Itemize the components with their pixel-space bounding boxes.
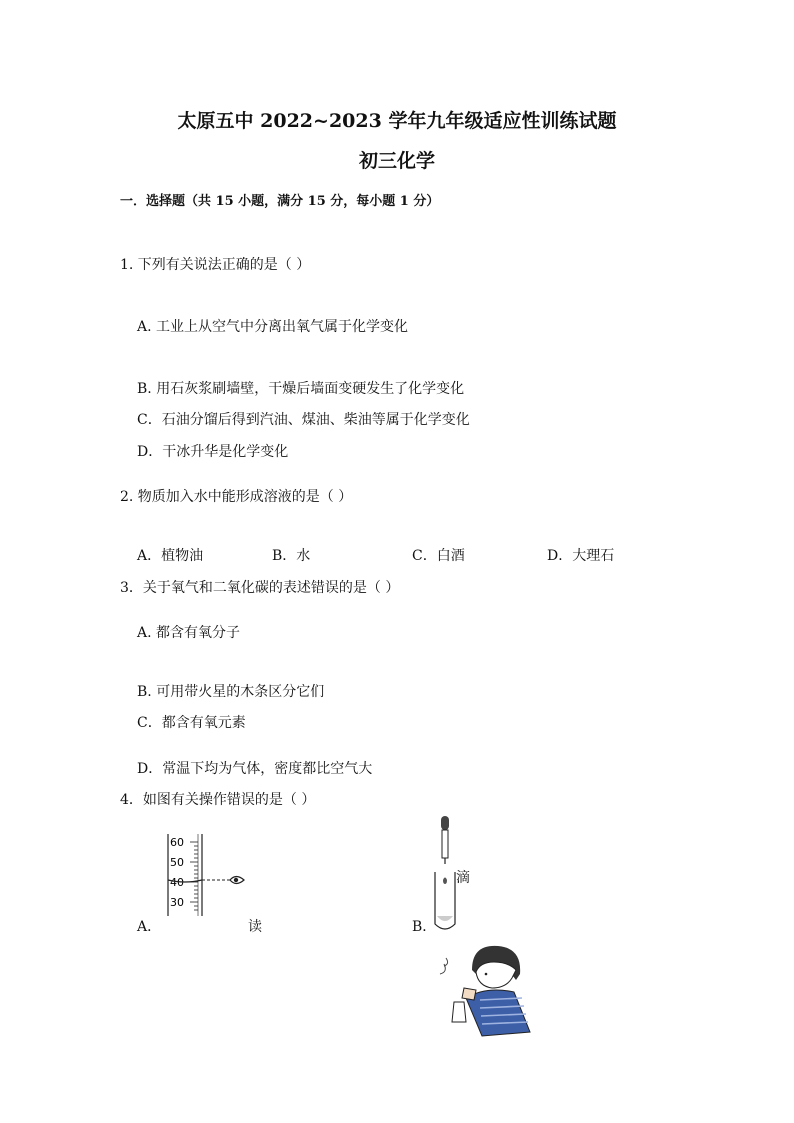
- question-3-option-b: B. 可用带火星的木条区分它们: [137, 684, 325, 700]
- question-4-option-a-label: A．: [137, 919, 162, 935]
- question-3-option-a: A. 都含有氧分子: [137, 625, 241, 641]
- question-2-stem: 2. 物质加入水中能形成溶液的是（ ）: [120, 489, 353, 505]
- question-2-option-a: A．植物油: [137, 548, 204, 564]
- question-4-option-b-caption: 滴: [456, 870, 470, 886]
- question-4-stem: 4．如图有关操作错误的是（ ）: [120, 792, 316, 808]
- question-2-option-c: C．白酒: [412, 548, 465, 564]
- dropper-icon: [441, 816, 449, 864]
- question-1-stem: 1. 下列有关说法正确的是（ ）: [120, 257, 311, 273]
- page-title: 太原五中 2022~2023 学年九年级适应性训练试题: [177, 110, 617, 132]
- page-subtitle: 初三化学: [358, 150, 435, 172]
- question-4-option-b-label: B．: [412, 919, 437, 935]
- person-smelling-bottle-figure: [436, 940, 534, 1040]
- question-3-option-d: D．常温下均为气体，密度都比空气大: [137, 761, 373, 777]
- graduated-cylinder-figure: [160, 830, 250, 920]
- question-1-option-c: C．石油分馏后得到汽油、煤油、柴油等属于化学变化: [137, 412, 470, 428]
- question-3-option-c: C．都含有氧元素: [137, 715, 246, 731]
- cylinder-tick-label: 30: [170, 896, 184, 909]
- question-1-option-b: B. 用石灰浆刷墙壁，干燥后墙面变硬发生了化学变化: [137, 381, 465, 397]
- test-tube-icon: [435, 872, 455, 929]
- question-2-option-d: D．大理石: [547, 548, 615, 564]
- cylinder-tick-label: 40: [170, 876, 184, 889]
- cylinder-tick-label: 50: [170, 856, 184, 869]
- question-3-stem: 3．关于氧气和二氧化碳的表述错误的是（ ）: [120, 580, 400, 596]
- question-2-option-b: B．水: [272, 548, 311, 564]
- question-1-option-a: A. 工业上从空气中分离出氧气属于化学变化: [137, 319, 409, 335]
- cylinder-tick-label: 60: [170, 836, 184, 849]
- question-1-option-d: D．干冰升华是化学变化: [137, 444, 289, 460]
- question-4-option-a-caption: 读: [248, 919, 262, 935]
- section-heading: 一．选择题（共 15 小题，满分 15 分，每小题 1 分）: [120, 194, 440, 209]
- eye-icon: [230, 877, 244, 884]
